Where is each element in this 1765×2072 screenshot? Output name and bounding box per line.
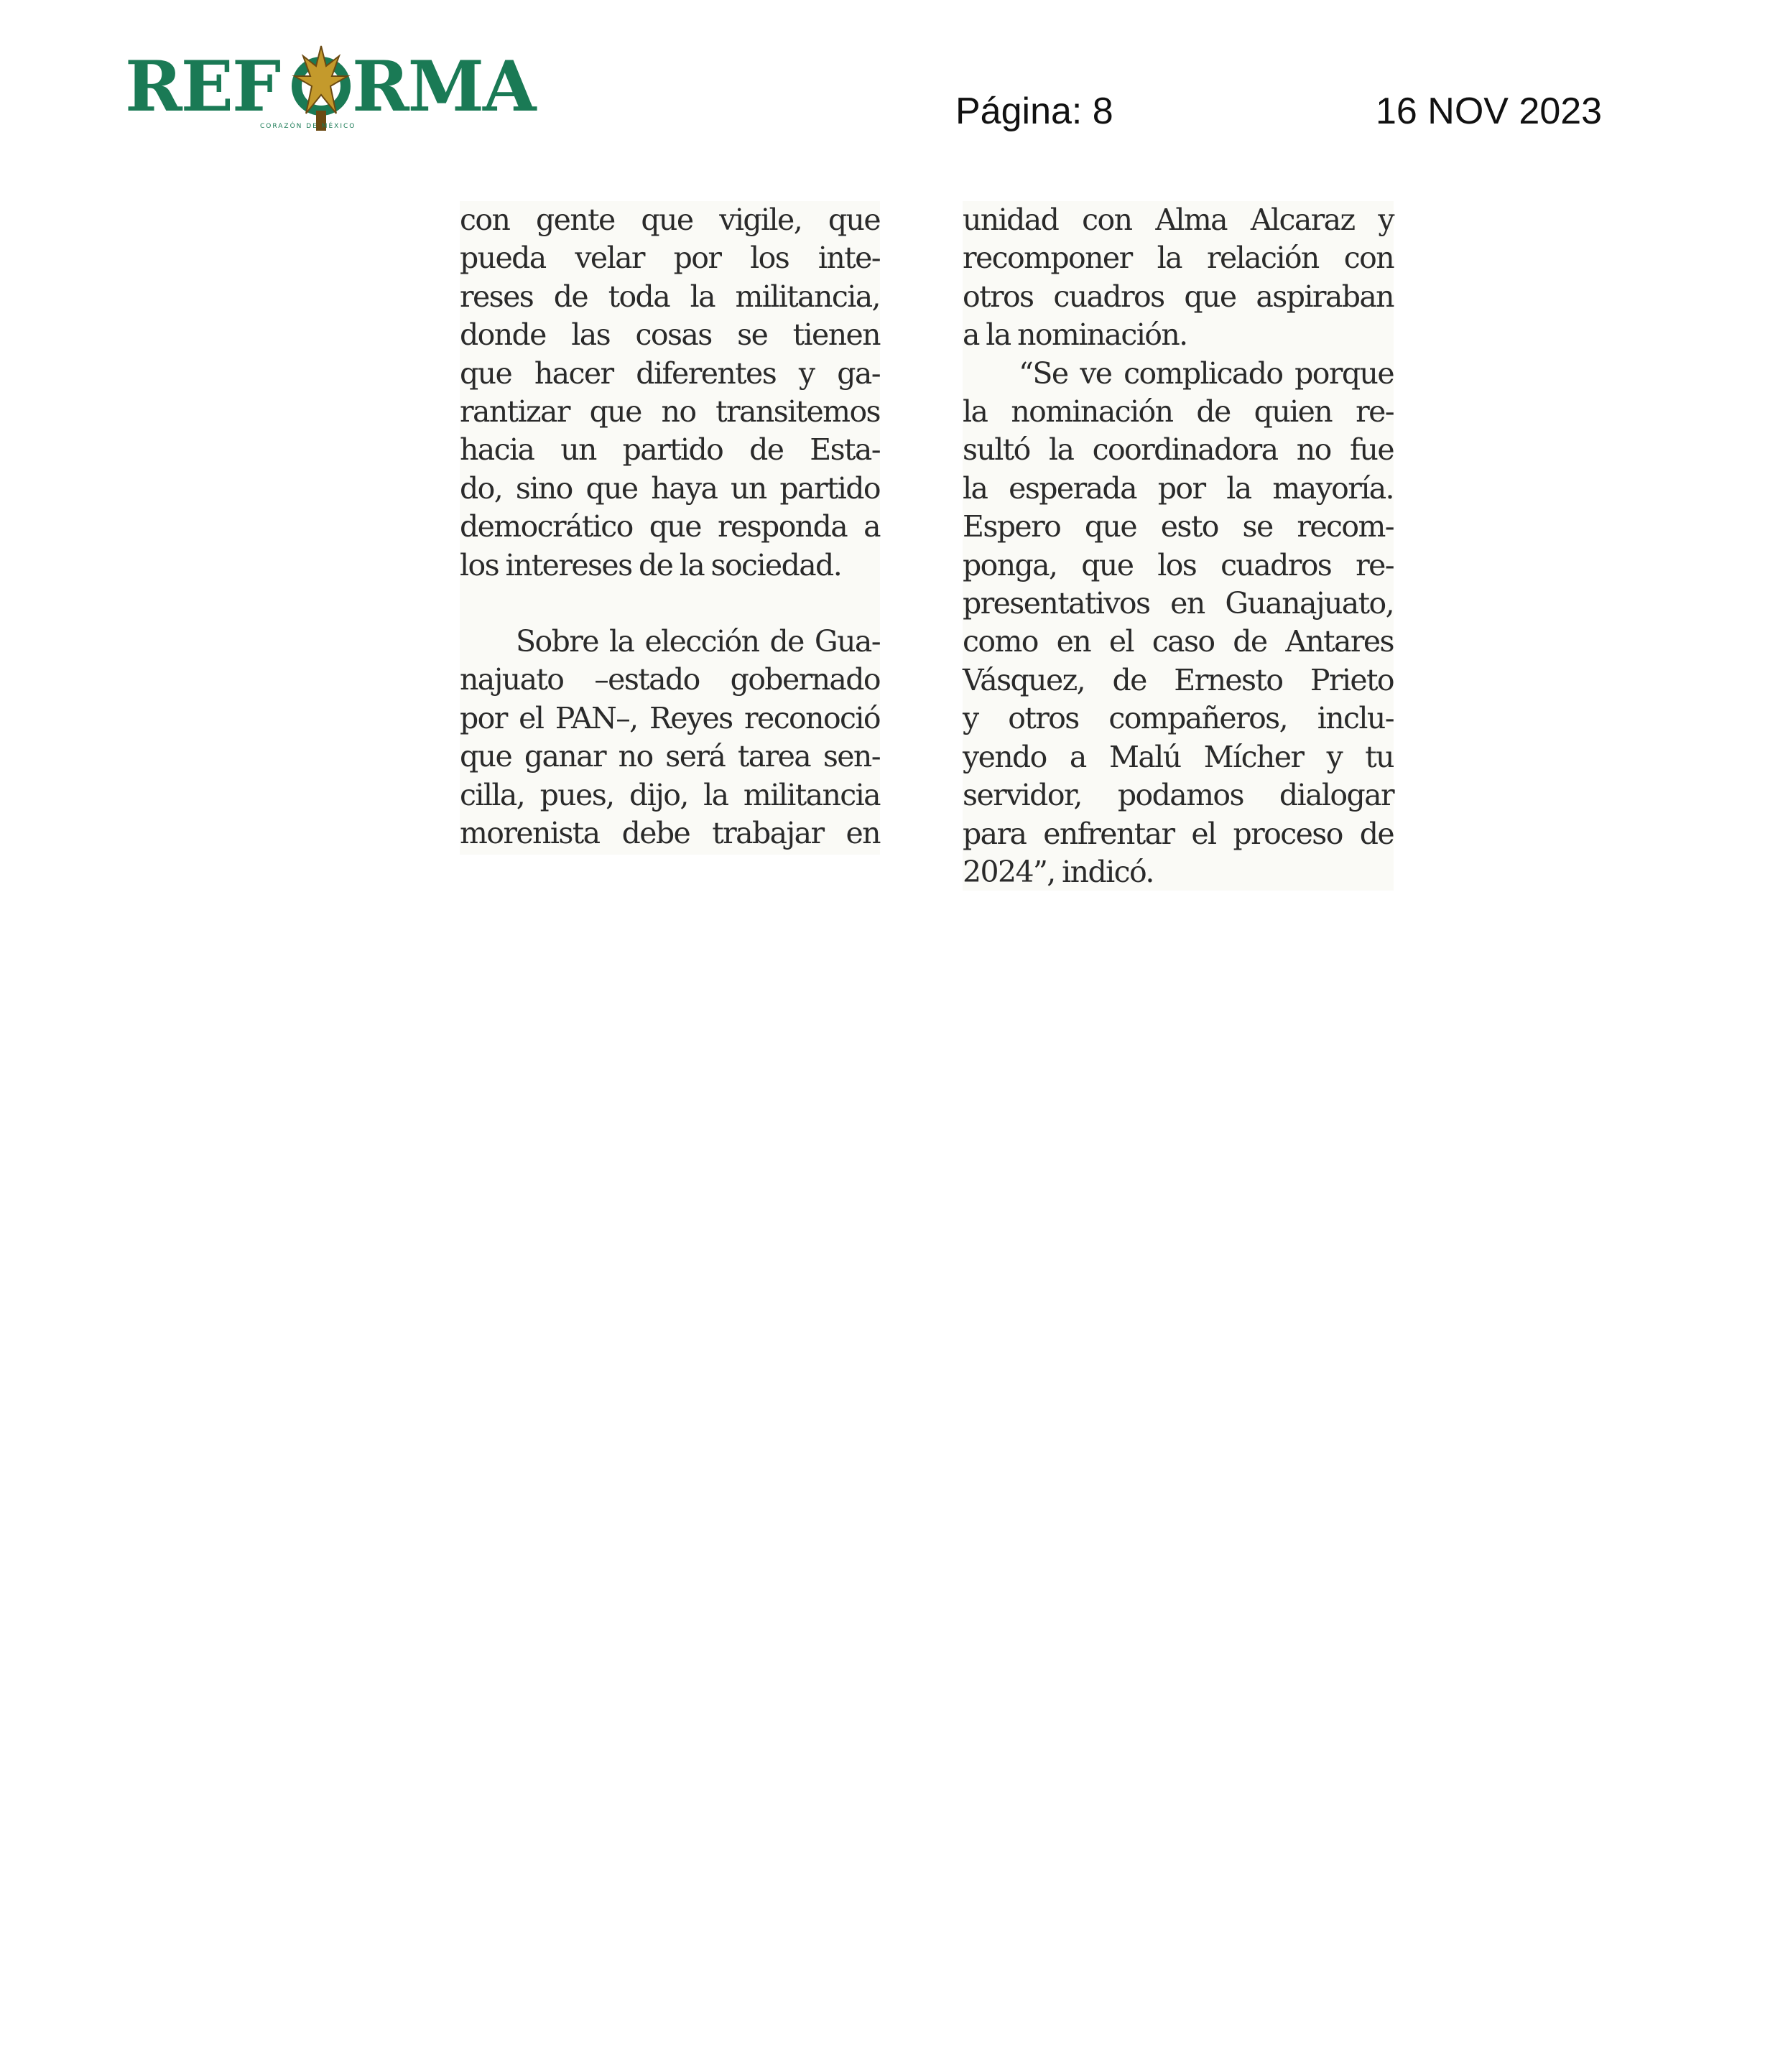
text-line: do, sino que haya un partido: [460, 470, 880, 506]
text-line: unidad con Alma Alcaraz y: [963, 203, 1394, 237]
text-line: democrático que responda a: [460, 509, 880, 544]
text-line: la esperada por la mayoría.: [963, 470, 1394, 506]
text-line: rantizar que no transitemos: [460, 394, 880, 429]
text-line: como en el caso de Antares: [963, 624, 1394, 659]
text-line: con gente que vigile, que: [460, 203, 880, 237]
text-line: “Se ve complicado porque: [1019, 356, 1394, 391]
article-column-right: [963, 201, 1394, 891]
text-line: donde las cosas se tienen: [460, 317, 880, 353]
text-line: otros cuadros que aspiraban: [963, 279, 1394, 314]
text-line: Espero que esto se recom-: [963, 509, 1394, 544]
text-line: recomponer la relación con: [963, 241, 1394, 276]
text-line: y otros compañeros, inclu-: [963, 701, 1394, 736]
text-line: yendo a Malú Mícher y tu: [963, 739, 1394, 774]
text-line: Vásquez, de Ernesto Prieto: [963, 662, 1394, 697]
text-line: cilla, pues, dijo, la militancia: [460, 777, 880, 812]
reforma-logo-image: [124, 45, 569, 134]
text-line: hacia un partido de Esta-: [460, 432, 880, 468]
right-paragraph-2: [963, 355, 1394, 892]
right-paragraph-1: [963, 201, 1394, 355]
reforma-logo: [124, 45, 569, 134]
svg-text:CORAZÓN DE MÉXICO: CORAZÓN DE MÉXICO: [260, 123, 356, 130]
text-line: Sobre la elección de Gua-: [516, 624, 880, 659]
text-line: por el PAN–, Reyes reconoció: [460, 700, 880, 735]
svg-text:RMA: RMA: [352, 46, 535, 127]
left-paragraph-1: [460, 201, 880, 585]
text-line: que hacer diferentes y ga-: [460, 356, 880, 391]
text-line: pueda velar por los inte-: [460, 241, 880, 276]
publication-date: 16 NOV 2023: [1376, 90, 1603, 132]
text-line: los intereses de la sociedad.: [460, 547, 842, 582]
text-line: servidor, podamos dialogar: [963, 778, 1394, 813]
text-line: a la nominación.: [963, 317, 1187, 353]
text-line: la nominación de quien re-: [963, 394, 1394, 429]
text-line: para enfrentar el proceso de: [963, 816, 1394, 851]
left-paragraph-2: [460, 623, 880, 853]
text-line: sultó la coordinadora no fue: [963, 432, 1394, 468]
text-line: presentativos en Guanajuato,: [963, 586, 1394, 621]
text-line: que ganar no será tarea sen-: [460, 739, 880, 774]
text-line: morenista debe trabajar en: [460, 816, 880, 851]
svg-text:REF: REF: [125, 46, 280, 127]
text-line: ponga, que los cuadros re-: [963, 547, 1394, 582]
paragraph-gap: [460, 585, 880, 623]
article-column-left: [460, 201, 880, 855]
page-number: Página: 8: [955, 90, 1113, 132]
text-line: reses de toda la militancia,: [460, 279, 880, 314]
text-line: najuato –estado gobernado: [460, 662, 880, 697]
angel-icon: [295, 46, 348, 131]
text-line: 2024”, indicó.: [963, 854, 1154, 889]
